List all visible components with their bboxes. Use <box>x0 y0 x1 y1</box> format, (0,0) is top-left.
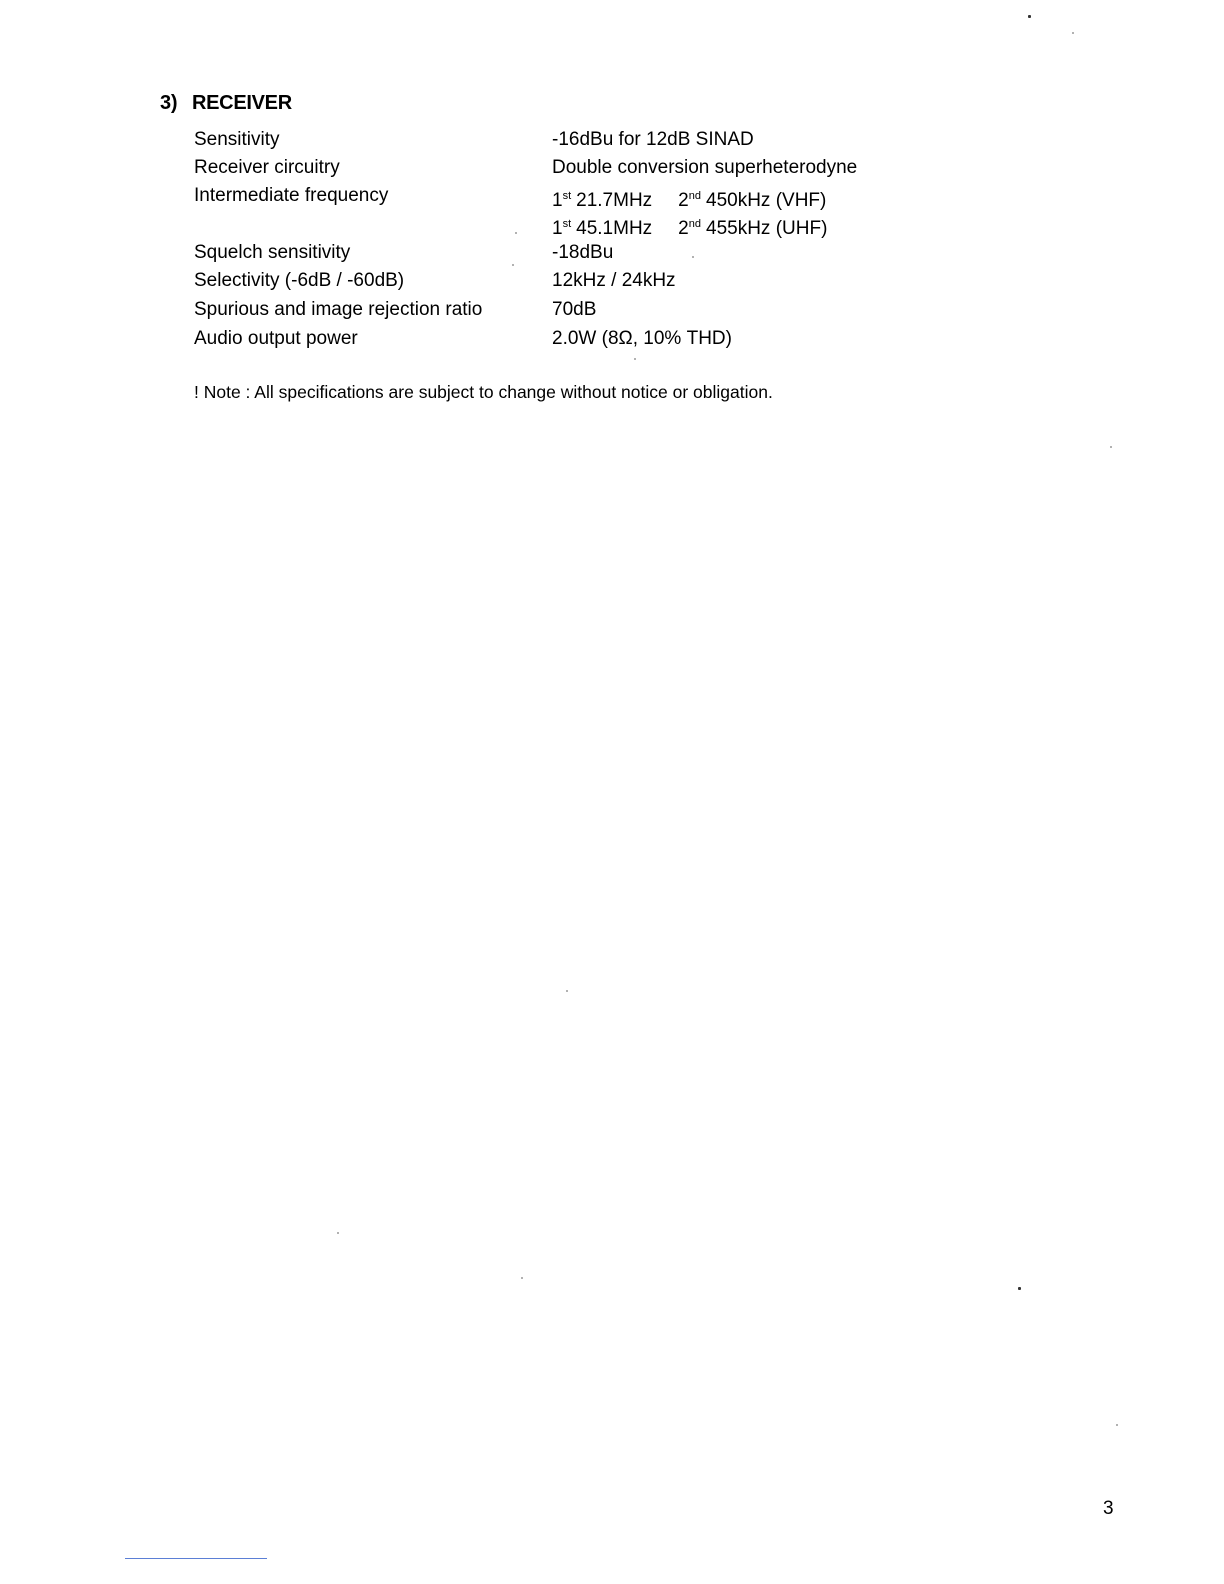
ordinal: 1 <box>552 190 563 211</box>
spec-row-receiver-circuitry <box>194 154 914 182</box>
scan-speck <box>692 256 694 258</box>
spec-row-intermediate-frequency-uhf <box>194 210 914 238</box>
ordinal: 2 <box>678 218 689 239</box>
section-number: 3) <box>160 92 178 114</box>
scan-speck <box>521 1277 523 1279</box>
ordinal-suffix: nd <box>688 218 701 230</box>
frequency-value: 450kHz (VHF) <box>706 190 827 211</box>
ordinal-suffix: nd <box>688 190 701 202</box>
spec-label: Receiver circuitry <box>194 157 340 178</box>
spec-value: -16dBu for 12dB SINAD <box>552 129 754 150</box>
spec-row-squelch-sensitivity <box>194 239 914 267</box>
frequency-value: 21.7MHz <box>576 190 653 211</box>
frequency-value: 45.1MHz <box>576 218 653 239</box>
spec-row-spurious-rejection <box>194 296 914 324</box>
spec-label: Intermediate frequency <box>194 185 389 206</box>
spec-value: 70dB <box>552 299 597 320</box>
section-heading <box>160 92 292 115</box>
scan-speck <box>566 990 568 992</box>
scan-speck <box>1018 1287 1021 1290</box>
scan-speck <box>1110 446 1112 448</box>
ordinal-suffix: st <box>562 218 572 230</box>
scan-speck <box>1028 15 1031 18</box>
specifications-note: ! Note : All specifications are subject to change without notice or obligation. <box>194 382 773 402</box>
spec-row-sensitivity <box>194 126 914 154</box>
scan-speck <box>634 358 636 360</box>
spec-label: Sensitivity <box>194 129 280 150</box>
ordinal: 1 <box>552 218 563 239</box>
section-title: RECEIVER <box>192 92 292 114</box>
spec-value: -18dBu <box>552 242 614 263</box>
frequency-value: 455kHz (UHF) <box>706 218 828 239</box>
scan-speck <box>337 1232 339 1234</box>
scan-speck <box>1116 1424 1118 1426</box>
ordinal-suffix: st <box>562 190 572 202</box>
scan-speck <box>512 264 514 266</box>
spec-label: Audio output power <box>194 328 358 349</box>
spec-label: Spurious and image rejection ratio <box>194 299 483 320</box>
spec-row-selectivity <box>194 267 914 295</box>
scan-speck <box>1072 32 1074 34</box>
spec-value: 2.0W (8Ω, 10% THD) <box>552 328 732 349</box>
spec-label: Selectivity (-6dB / -60dB) <box>194 270 405 291</box>
spec-row-intermediate-frequency <box>194 182 914 210</box>
spec-value: Double conversion superheterodyne <box>552 157 858 178</box>
footer-divider <box>125 1558 267 1559</box>
spec-value: 12kHz / 24kHz <box>552 270 676 291</box>
page-number: 3 <box>1103 1498 1114 1519</box>
spec-label: Squelch sensitivity <box>194 242 351 263</box>
spec-row-audio-output-power <box>194 325 914 353</box>
ordinal: 2 <box>678 190 689 211</box>
scan-speck <box>515 232 517 234</box>
